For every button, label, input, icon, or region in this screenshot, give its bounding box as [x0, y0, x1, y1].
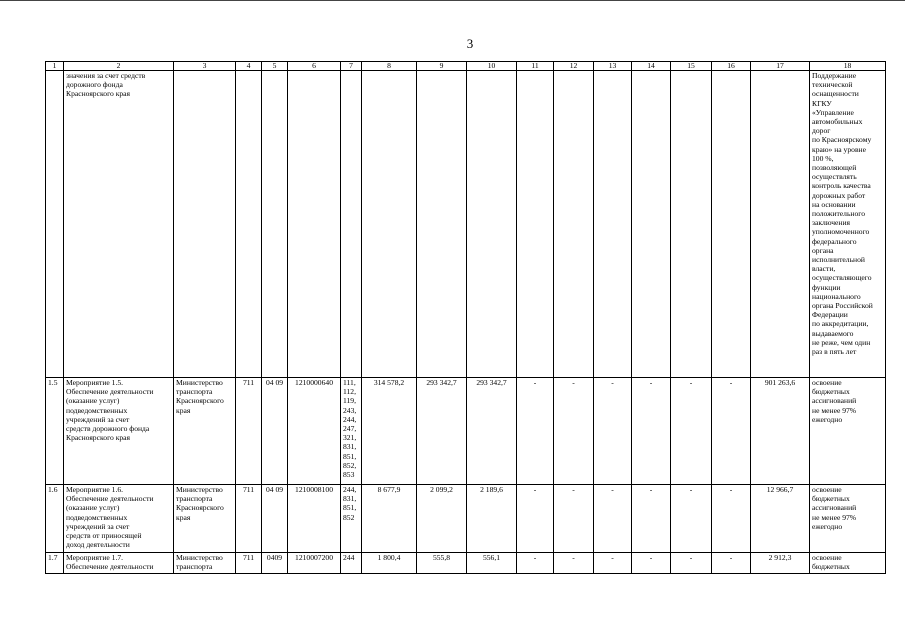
amount-col10: 2 189,6 — [467, 485, 517, 553]
grbs-code: 711 — [236, 378, 262, 485]
expense-type: 244 — [341, 553, 362, 574]
row-number: 1.6 — [46, 485, 64, 553]
amount-col14: - — [632, 378, 671, 485]
amount-col8: 1 800,4 — [362, 553, 417, 574]
amount-col13: - — [594, 485, 632, 553]
col-header: 14 — [632, 62, 671, 71]
expense-type: 111, 112, 119, 243, 244, 247, 321, 831, 851, 852, 853 — [341, 378, 362, 485]
section-code: 04 09 — [262, 378, 288, 485]
target-article: 1210008100 — [288, 485, 341, 553]
expected-result: освоение бюджетных — [810, 553, 886, 574]
table-row — [46, 485, 886, 553]
continuation-name: значения за счет средств дорожного фонда Красноярского края — [64, 71, 174, 378]
amount-col9: 293 342,7 — [417, 378, 467, 485]
col-header: 8 — [362, 62, 417, 71]
row-number: 1.7 — [46, 553, 64, 574]
grbs-code: 711 — [236, 553, 262, 574]
col-header: 15 — [671, 62, 712, 71]
amount-col10: 293 342,7 — [467, 378, 517, 485]
expected-result: освоение бюджетных ассигнований не менее 97% ежегодно — [810, 378, 886, 485]
target-article: 1210000640 — [288, 378, 341, 485]
amount-total: 901 263,6 — [751, 378, 810, 485]
amount-col12: - — [554, 378, 594, 485]
amount-col15: - — [671, 378, 712, 485]
amount-col14: - — [632, 553, 671, 574]
amount-col12: - — [554, 553, 594, 574]
col-header: 6 — [288, 62, 341, 71]
amount-col11: - — [517, 553, 554, 574]
amount-col9: 555,8 — [417, 553, 467, 574]
amount-total: 12 966,7 — [751, 485, 810, 553]
continuation-row — [46, 71, 886, 378]
amount-col13: - — [594, 553, 632, 574]
amount-col8: 314 578,2 — [362, 378, 417, 485]
expense-type: 244, 831, 851, 852 — [341, 485, 362, 553]
col-header: 5 — [262, 62, 288, 71]
amount-col16: - — [712, 553, 751, 574]
col-header: 7 — [341, 62, 362, 71]
section-code: 0409 — [262, 553, 288, 574]
col-header: 4 — [236, 62, 262, 71]
col-header: 1 — [46, 62, 64, 71]
row-number: 1.5 — [46, 378, 64, 485]
program-activities-table — [45, 61, 886, 574]
amount-col16: - — [712, 378, 751, 485]
activity-name: Мероприятие 1.5. Обеспечение деятельности (оказание услуг) подведомственных учреждений за счет средств дорожного фонда Красноярского края — [64, 378, 174, 485]
col-header: 18 — [810, 62, 886, 71]
col-header: 9 — [417, 62, 467, 71]
col-header: 17 — [751, 62, 810, 71]
amount-col9: 2 099,2 — [417, 485, 467, 553]
amount-col15: - — [671, 553, 712, 574]
amount-col12: - — [554, 485, 594, 553]
col-header: 3 — [174, 62, 236, 71]
amount-col11: - — [517, 485, 554, 553]
col-header: 16 — [712, 62, 751, 71]
page-number: 3 — [466, 36, 474, 51]
amount-col8: 8 677,9 — [362, 485, 417, 553]
grbs-code: 711 — [236, 485, 262, 553]
activity-name: Мероприятие 1.6. Обеспечение деятельности (оказание услуг) подведомственных учреждений за счет средств от приносящей доход деятельности — [64, 485, 174, 553]
col-header: 12 — [554, 62, 594, 71]
header-row — [46, 62, 886, 71]
table-row — [46, 553, 886, 574]
page-top-edge — [0, 0, 905, 5]
continuation-result: Поддержание технической оснащенности КГКУ «Управление автомобильных дорог по Красноярскому краю» на уровне 100 %, позволяющей осуществлять контроль качества дорожных работ на основании положительного заключения уполномоченного федерального органа исполнительной власти, осуществляющего функции национального органа Российской Федерации по аккредитации, выдаваемого не реже, чем один раз в пять лет — [810, 71, 886, 378]
col-header: 13 — [594, 62, 632, 71]
expected-result: освоение бюджетных ассигнований не менее 97% ежегодно — [810, 485, 886, 553]
amount-col11: - — [517, 378, 554, 485]
grbs: Министерство транспорта Красноярского края — [174, 485, 236, 553]
amount-col15: - — [671, 485, 712, 553]
col-header: 10 — [467, 62, 517, 71]
col-header: 2 — [64, 62, 174, 71]
section-code: 04 09 — [262, 485, 288, 553]
amount-col10: 556,1 — [467, 553, 517, 574]
amount-col14: - — [632, 485, 671, 553]
target-article: 1210007200 — [288, 553, 341, 574]
amount-col16: - — [712, 485, 751, 553]
amount-total: 2 912,3 — [751, 553, 810, 574]
grbs: Министерство транспорта — [174, 553, 236, 574]
table-row — [46, 378, 886, 485]
grbs: Министерство транспорта Красноярского края — [174, 378, 236, 485]
col-header: 11 — [517, 62, 554, 71]
activity-name: Мероприятие 1.7. Обеспечение деятельности — [64, 553, 174, 574]
amount-col13: - — [594, 378, 632, 485]
